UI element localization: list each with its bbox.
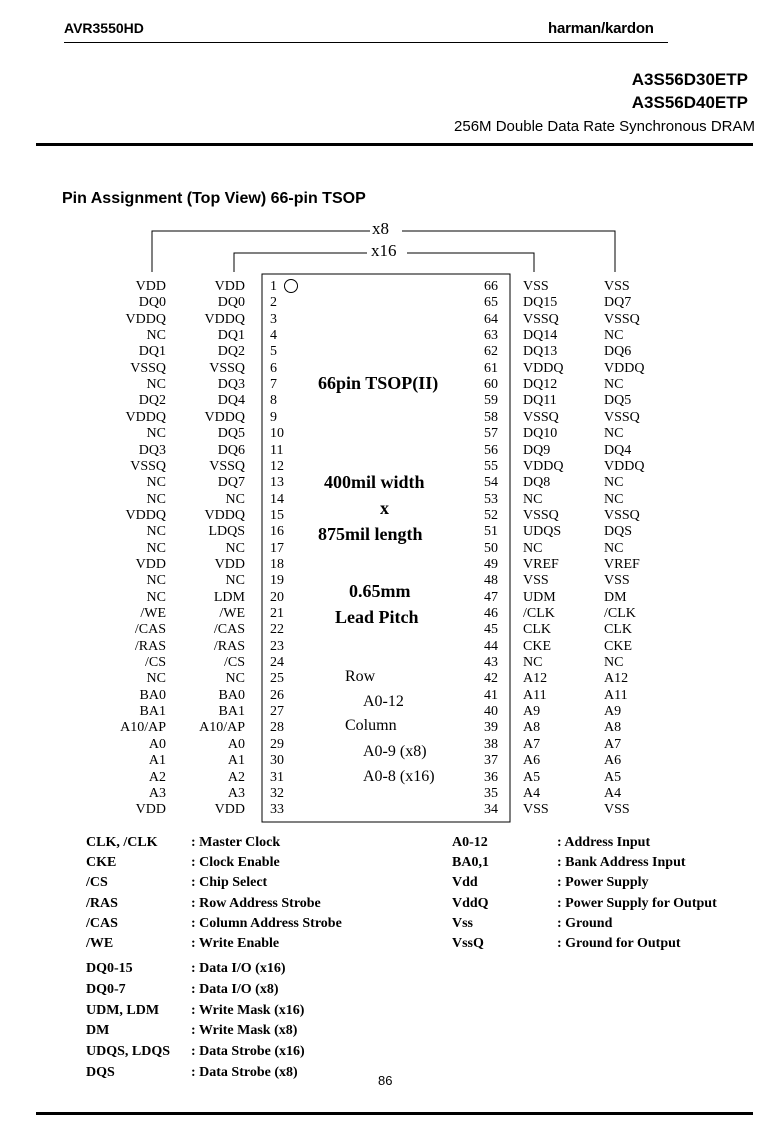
right-pin-number: 66 [484, 279, 498, 294]
right-pin-x16-name: VDDQ [523, 360, 564, 376]
right-pin-x16-name: DQ12 [523, 377, 558, 393]
right-pin-number: 53 [484, 491, 498, 507]
right-pin-x16-name: VSS [523, 573, 549, 589]
legend-description: : Master Clock [191, 835, 281, 850]
right-pin-x16-name: NC [523, 540, 543, 556]
left-pin-x8-name: NC [146, 491, 166, 507]
left-pin-x16-name: DQ5 [217, 426, 245, 442]
right-pin-x16-name: DQ13 [523, 344, 558, 360]
left-pin-x8-name: /WE [140, 606, 166, 621]
right-pin-x8-name: A6 [604, 753, 622, 769]
right-pin-number: 42 [484, 671, 498, 687]
left-pin-x8-name: /CS [144, 655, 166, 671]
package-length: 875mil length [318, 524, 423, 544]
package-name: 66pin TSOP(II) [318, 373, 439, 393]
right-pin-x8-name: NC [604, 426, 624, 442]
right-pin-x8-name: NC [604, 655, 624, 671]
right-pin-number: 46 [484, 606, 498, 621]
left-pin-number: 12 [270, 458, 284, 474]
left-pin-number: 2 [270, 295, 277, 311]
left-pin-x8-name: VDDQ [125, 507, 166, 523]
left-pin-x16-name: VDD [214, 279, 245, 294]
pin1-marker-icon [285, 280, 298, 293]
right-pin-x16-name: DQ10 [523, 426, 558, 442]
left-pin-number: 3 [270, 311, 277, 327]
left-pin-x16-name: VDD [214, 802, 245, 818]
left-pin-number: 13 [270, 475, 284, 491]
left-pin-number: 26 [270, 687, 284, 703]
legend-symbol: UDQS, LDQS [86, 1044, 171, 1060]
right-pin-number: 56 [484, 442, 498, 458]
column-address-x16: A0-8 (x16) [363, 768, 435, 785]
left-pin-x8-name: VDD [135, 279, 166, 294]
top-rule [36, 143, 753, 146]
left-pin-x8-name: NC [146, 671, 166, 687]
left-pin-x16-name: /CS [223, 655, 245, 671]
left-pin-x16-name: DQ2 [217, 344, 245, 360]
right-pin-x16-name: NC [523, 655, 543, 671]
right-pin-x16-name: A12 [523, 671, 548, 687]
right-pin-x8-name: A5 [604, 769, 622, 785]
legend-symbol: CLK, /CLK [86, 835, 158, 850]
right-pin-x16-name: A9 [523, 704, 541, 720]
right-pin-number: 55 [484, 458, 498, 474]
x8-label: x8 [372, 219, 389, 238]
right-pin-x8-name: DM [604, 589, 627, 605]
right-pin-x16-name: VSSQ [523, 311, 559, 327]
right-pin-number: 39 [484, 720, 498, 736]
left-pin-x16-name: NC [225, 671, 245, 687]
right-pin-number: 34 [484, 802, 498, 818]
left-pin-x8-name: DQ1 [138, 344, 166, 360]
right-pin-number: 44 [484, 638, 498, 654]
left-pin-x16-name: DQ6 [217, 442, 245, 458]
legend-description: : Write Mask (x16) [191, 1002, 305, 1018]
part-number-2: A3S56D40ETP [631, 93, 748, 112]
right-pin-x8-name: VSSQ [604, 409, 640, 425]
right-pin-x16-name: A4 [523, 785, 541, 801]
right-pin-number: 41 [484, 687, 498, 703]
right-pin-x16-name: UDQS [523, 524, 562, 540]
right-pin-x8-name: DQ7 [604, 295, 632, 311]
right-pin-number: 49 [484, 556, 498, 572]
legend-description: : Address Input [557, 835, 651, 850]
left-pin-number: 23 [270, 638, 284, 654]
left-pin-x16-name: VSSQ [209, 458, 245, 474]
right-pin-number: 48 [484, 573, 498, 589]
right-pin-x16-name: DQ14 [523, 328, 558, 344]
x16-label: x16 [371, 241, 397, 260]
legend-symbol: CKE [86, 855, 117, 871]
left-pin-x16-name: NC [225, 491, 245, 507]
legend-symbol: /RAS [86, 895, 118, 911]
left-pin-x8-name: NC [146, 589, 166, 605]
left-pin-x8-name: NC [146, 475, 166, 491]
page-number: 86 [378, 1073, 393, 1088]
lead-pitch-label: Lead Pitch [335, 607, 419, 627]
right-pin-number: 65 [484, 295, 498, 311]
right-pin-x8-name: A9 [604, 704, 622, 720]
left-pin-x8-name: VDD [135, 802, 166, 818]
package-width: 400mil width [324, 472, 425, 492]
legend-description: : Data Strobe (x8) [191, 1065, 298, 1080]
section-title: Pin Assignment (Top View) 66-pin TSOP [62, 190, 366, 207]
right-pin-x8-name: NC [604, 540, 624, 556]
right-pin-x8-name: VSSQ [604, 311, 640, 327]
right-pin-x16-name: VSSQ [523, 409, 559, 425]
left-pin-number: 32 [270, 785, 284, 801]
right-pin-x16-name: A5 [523, 769, 541, 785]
left-pin-x8-name: NC [146, 377, 166, 393]
left-pin-x16-name: VSSQ [209, 360, 245, 376]
left-pin-number: 27 [270, 704, 284, 720]
right-pin-x8-name: VSSQ [604, 507, 640, 523]
legend-symbol: /CS [86, 875, 108, 891]
column-address-x8: A0-9 (x8) [363, 743, 427, 760]
left-pin-number: 19 [270, 573, 284, 589]
right-pin-number: 38 [484, 736, 498, 752]
left-pin-number: 14 [270, 491, 284, 507]
left-pin-number: 21 [270, 606, 284, 621]
legend-description: : Data I/O (x16) [191, 961, 286, 976]
bottom-rule [36, 1112, 753, 1115]
legend-description: : Bank Address Input [557, 855, 686, 871]
left-pin-x8-name: VDDQ [125, 409, 166, 425]
right-pin-x8-name: VDDQ [604, 360, 645, 376]
left-pin-x16-name: VDDQ [204, 409, 245, 425]
left-pin-x16-name: A10/AP [199, 720, 245, 736]
left-pin-x8-name: DQ0 [138, 295, 166, 311]
left-pin-x16-name: DQ1 [217, 328, 245, 344]
left-pin-number: 20 [270, 589, 284, 605]
right-pin-number: 36 [484, 769, 498, 785]
left-pin-number: 11 [270, 442, 284, 458]
document-subtitle: 256M Double Data Rate Synchronous DRAM [454, 118, 755, 135]
right-pin-x16-name: /CLK [523, 606, 555, 621]
legend-description: : Data I/O (x8) [191, 981, 279, 997]
right-pin-number: 52 [484, 507, 498, 523]
left-pin-x8-name: DQ3 [138, 442, 166, 458]
left-pin-x8-name: A1 [148, 753, 166, 769]
x8-bracket-right [402, 231, 615, 272]
left-pin-x8-name: A2 [148, 769, 166, 785]
left-pin-x16-name: BA0 [218, 687, 245, 703]
right-pin-x16-name: DQ11 [523, 393, 557, 409]
right-pin-x8-name: NC [604, 328, 624, 344]
legend-symbol: DM [86, 1023, 110, 1039]
right-pin-number: 64 [484, 311, 498, 327]
legend-symbol: VddQ [452, 895, 489, 911]
left-pin-x16-name: A0 [227, 736, 245, 752]
right-pin-x8-name: VSS [604, 573, 630, 589]
right-pin-number: 57 [484, 426, 498, 442]
legend-symbol: Vdd [452, 875, 478, 891]
right-pin-x16-name: DQ9 [523, 442, 551, 458]
right-pin-number: 47 [484, 589, 498, 605]
left-pin-number: 9 [270, 409, 277, 425]
left-pin-x16-name: A2 [227, 769, 245, 785]
left-pin-x16-name: LDM [213, 589, 245, 605]
legend-symbol: Vss [452, 915, 474, 931]
x16-bracket-right [407, 253, 534, 272]
left-pin-x8-name: A10/AP [120, 720, 166, 736]
left-pin-number: 15 [270, 507, 284, 523]
right-pin-number: 45 [484, 622, 498, 638]
left-pin-x16-name: BA1 [218, 704, 245, 720]
left-pin-x16-name: NC [225, 540, 245, 556]
left-pin-x8-name: A0 [148, 736, 166, 752]
left-pin-x8-name: /RAS [134, 638, 166, 654]
left-pin-number: 8 [270, 393, 277, 409]
right-pin-x16-name: A11 [523, 687, 547, 703]
legend-description: : Write Mask (x8) [191, 1023, 298, 1039]
header-divider [64, 42, 668, 43]
right-pin-x8-name: CLK [604, 622, 632, 638]
right-pin-x16-name: A8 [523, 720, 541, 736]
left-pin-number: 17 [270, 540, 284, 556]
right-pin-number: 63 [484, 328, 498, 344]
right-pin-number: 35 [484, 785, 498, 801]
left-pin-x8-name: NC [146, 540, 166, 556]
legend-symbol: BA0,1 [452, 855, 489, 871]
right-pin-x8-name: A4 [604, 785, 622, 801]
right-pin-number: 43 [484, 655, 498, 671]
row-label: Row [345, 668, 376, 685]
left-pin-number: 33 [270, 802, 284, 818]
right-pin-number: 50 [484, 540, 498, 556]
legend-symbol: /CAS [86, 915, 118, 931]
legend-symbol: DQ0-15 [86, 961, 133, 976]
left-pin-x8-name: VSSQ [130, 458, 166, 474]
part-number-1: A3S56D30ETP [631, 70, 748, 89]
right-pin-x8-name: VREF [604, 556, 640, 572]
left-pin-x8-name: VSSQ [130, 360, 166, 376]
left-pin-number: 22 [270, 622, 284, 638]
right-pin-x8-name: A12 [604, 671, 629, 687]
right-pin-x8-name: NC [604, 377, 624, 393]
legend-description: : Chip Select [191, 875, 268, 891]
right-pin-x16-name: VSS [523, 279, 549, 294]
left-pin-x16-name: VDD [214, 556, 245, 572]
right-pin-x16-name: A7 [523, 736, 541, 752]
right-pin-number: 60 [484, 377, 498, 393]
left-pin-x8-name: /CAS [134, 622, 166, 638]
right-pin-x8-name: A7 [604, 736, 622, 752]
left-pin-number: 30 [270, 753, 284, 769]
right-pin-x8-name: DQ5 [604, 393, 632, 409]
left-pin-x16-name: NC [225, 573, 245, 589]
right-pin-number: 61 [484, 360, 498, 376]
left-pin-x8-name: NC [146, 426, 166, 442]
left-pin-number: 4 [270, 328, 277, 344]
left-pin-x8-name: VDDQ [125, 311, 166, 327]
right-pin-x8-name: DQ6 [604, 344, 632, 360]
legend-description: : Power Supply for Output [557, 895, 717, 911]
left-pin-x8-name: BA1 [139, 704, 166, 720]
legend-symbol: /WE [86, 936, 114, 951]
left-pin-x16-name: A3 [227, 785, 245, 801]
left-pin-x16-name: /WE [219, 606, 245, 621]
legend-description: : Write Enable [191, 936, 280, 951]
left-pin-number: 18 [270, 556, 284, 572]
left-pin-x16-name: /RAS [213, 638, 245, 654]
left-pin-x16-name: DQ7 [217, 475, 245, 491]
right-pin-x16-name: VSSQ [523, 507, 559, 523]
right-pin-number: 62 [484, 344, 498, 360]
right-pin-x16-name: CKE [523, 638, 551, 654]
right-pin-x8-name: NC [604, 491, 624, 507]
legend-description: : Ground [557, 915, 613, 931]
header-model: AVR3550HD [64, 20, 144, 36]
right-pin-x16-name: VSS [523, 802, 549, 818]
right-pin-number: 37 [484, 753, 498, 769]
legend-description: : Column Address Strobe [191, 915, 342, 931]
legend-symbol: DQS [86, 1065, 115, 1080]
brand-logo: harman/kardon [548, 20, 654, 37]
right-pin-x16-name: VREF [523, 556, 559, 572]
right-pin-x8-name: VDDQ [604, 458, 645, 474]
left-pin-number: 5 [270, 344, 277, 360]
left-pin-number: 7 [270, 377, 277, 393]
right-pin-x16-name: DQ15 [523, 295, 558, 311]
right-pin-x8-name: VSS [604, 279, 630, 294]
right-pin-number: 59 [484, 393, 498, 409]
right-pin-number: 58 [484, 409, 498, 425]
column-label: Column [345, 717, 397, 734]
left-pin-number: 1 [270, 279, 277, 294]
left-pin-x16-name: LDQS [208, 524, 245, 540]
left-pin-number: 10 [270, 426, 284, 442]
left-pin-number: 16 [270, 524, 284, 540]
right-pin-x16-name: VDDQ [523, 458, 564, 474]
legend-symbol: UDM, LDM [86, 1002, 160, 1018]
left-pin-x8-name: NC [146, 328, 166, 344]
left-pin-x16-name: DQ3 [217, 377, 245, 393]
legend-description: : Clock Enable [191, 855, 280, 871]
right-pin-x16-name: CLK [523, 622, 551, 638]
row-address: A0-12 [363, 693, 404, 710]
right-pin-x16-name: UDM [523, 589, 556, 605]
left-pin-number: 31 [270, 769, 284, 785]
legend-description: : Data Strobe (x16) [191, 1044, 305, 1060]
left-pin-x16-name: VDDQ [204, 311, 245, 327]
legend-description: : Power Supply [557, 875, 649, 891]
right-pin-number: 40 [484, 704, 498, 720]
right-pin-x8-name: CKE [604, 638, 632, 654]
left-pin-x16-name: DQ0 [217, 295, 245, 311]
left-pin-x16-name: DQ4 [217, 393, 245, 409]
left-pin-x16-name: VDDQ [204, 507, 245, 523]
right-pin-x8-name: VSS [604, 802, 630, 818]
right-pin-x16-name: NC [523, 491, 543, 507]
left-pin-number: 25 [270, 671, 284, 687]
legend-symbol: A0-12 [452, 835, 488, 850]
times-symbol: x [380, 498, 389, 518]
left-pin-x8-name: BA0 [139, 687, 166, 703]
left-pin-x8-name: DQ2 [138, 393, 166, 409]
left-pin-x8-name: NC [146, 573, 166, 589]
right-pin-number: 54 [484, 475, 498, 491]
right-pin-x8-name: /CLK [604, 606, 636, 621]
left-pin-number: 6 [270, 360, 277, 376]
x8-bracket-left [152, 231, 370, 272]
left-pin-number: 24 [270, 655, 284, 671]
left-pin-x16-name: /CAS [213, 622, 245, 638]
right-pin-number: 51 [484, 524, 498, 540]
right-pin-x16-name: A6 [523, 753, 541, 769]
left-pin-x8-name: A3 [148, 785, 166, 801]
right-pin-x8-name: A8 [604, 720, 622, 736]
left-pin-x16-name: A1 [227, 753, 245, 769]
legend-description: : Ground for Output [557, 936, 681, 951]
left-pin-number: 29 [270, 736, 284, 752]
left-pin-x8-name: NC [146, 524, 166, 540]
right-pin-x16-name: DQ8 [523, 475, 551, 491]
legend-symbol: VssQ [452, 936, 484, 951]
legend-symbol: DQ0-7 [86, 981, 126, 997]
left-pin-number: 28 [270, 720, 284, 736]
right-pin-x8-name: DQ4 [604, 442, 632, 458]
right-pin-x8-name: DQS [604, 524, 633, 540]
right-pin-x8-name: A11 [604, 687, 628, 703]
left-pin-x8-name: VDD [135, 556, 166, 572]
x16-bracket-left [234, 253, 367, 272]
legend-description: : Row Address Strobe [191, 895, 321, 911]
right-pin-x8-name: NC [604, 475, 624, 491]
lead-pitch-value: 0.65mm [349, 581, 411, 601]
